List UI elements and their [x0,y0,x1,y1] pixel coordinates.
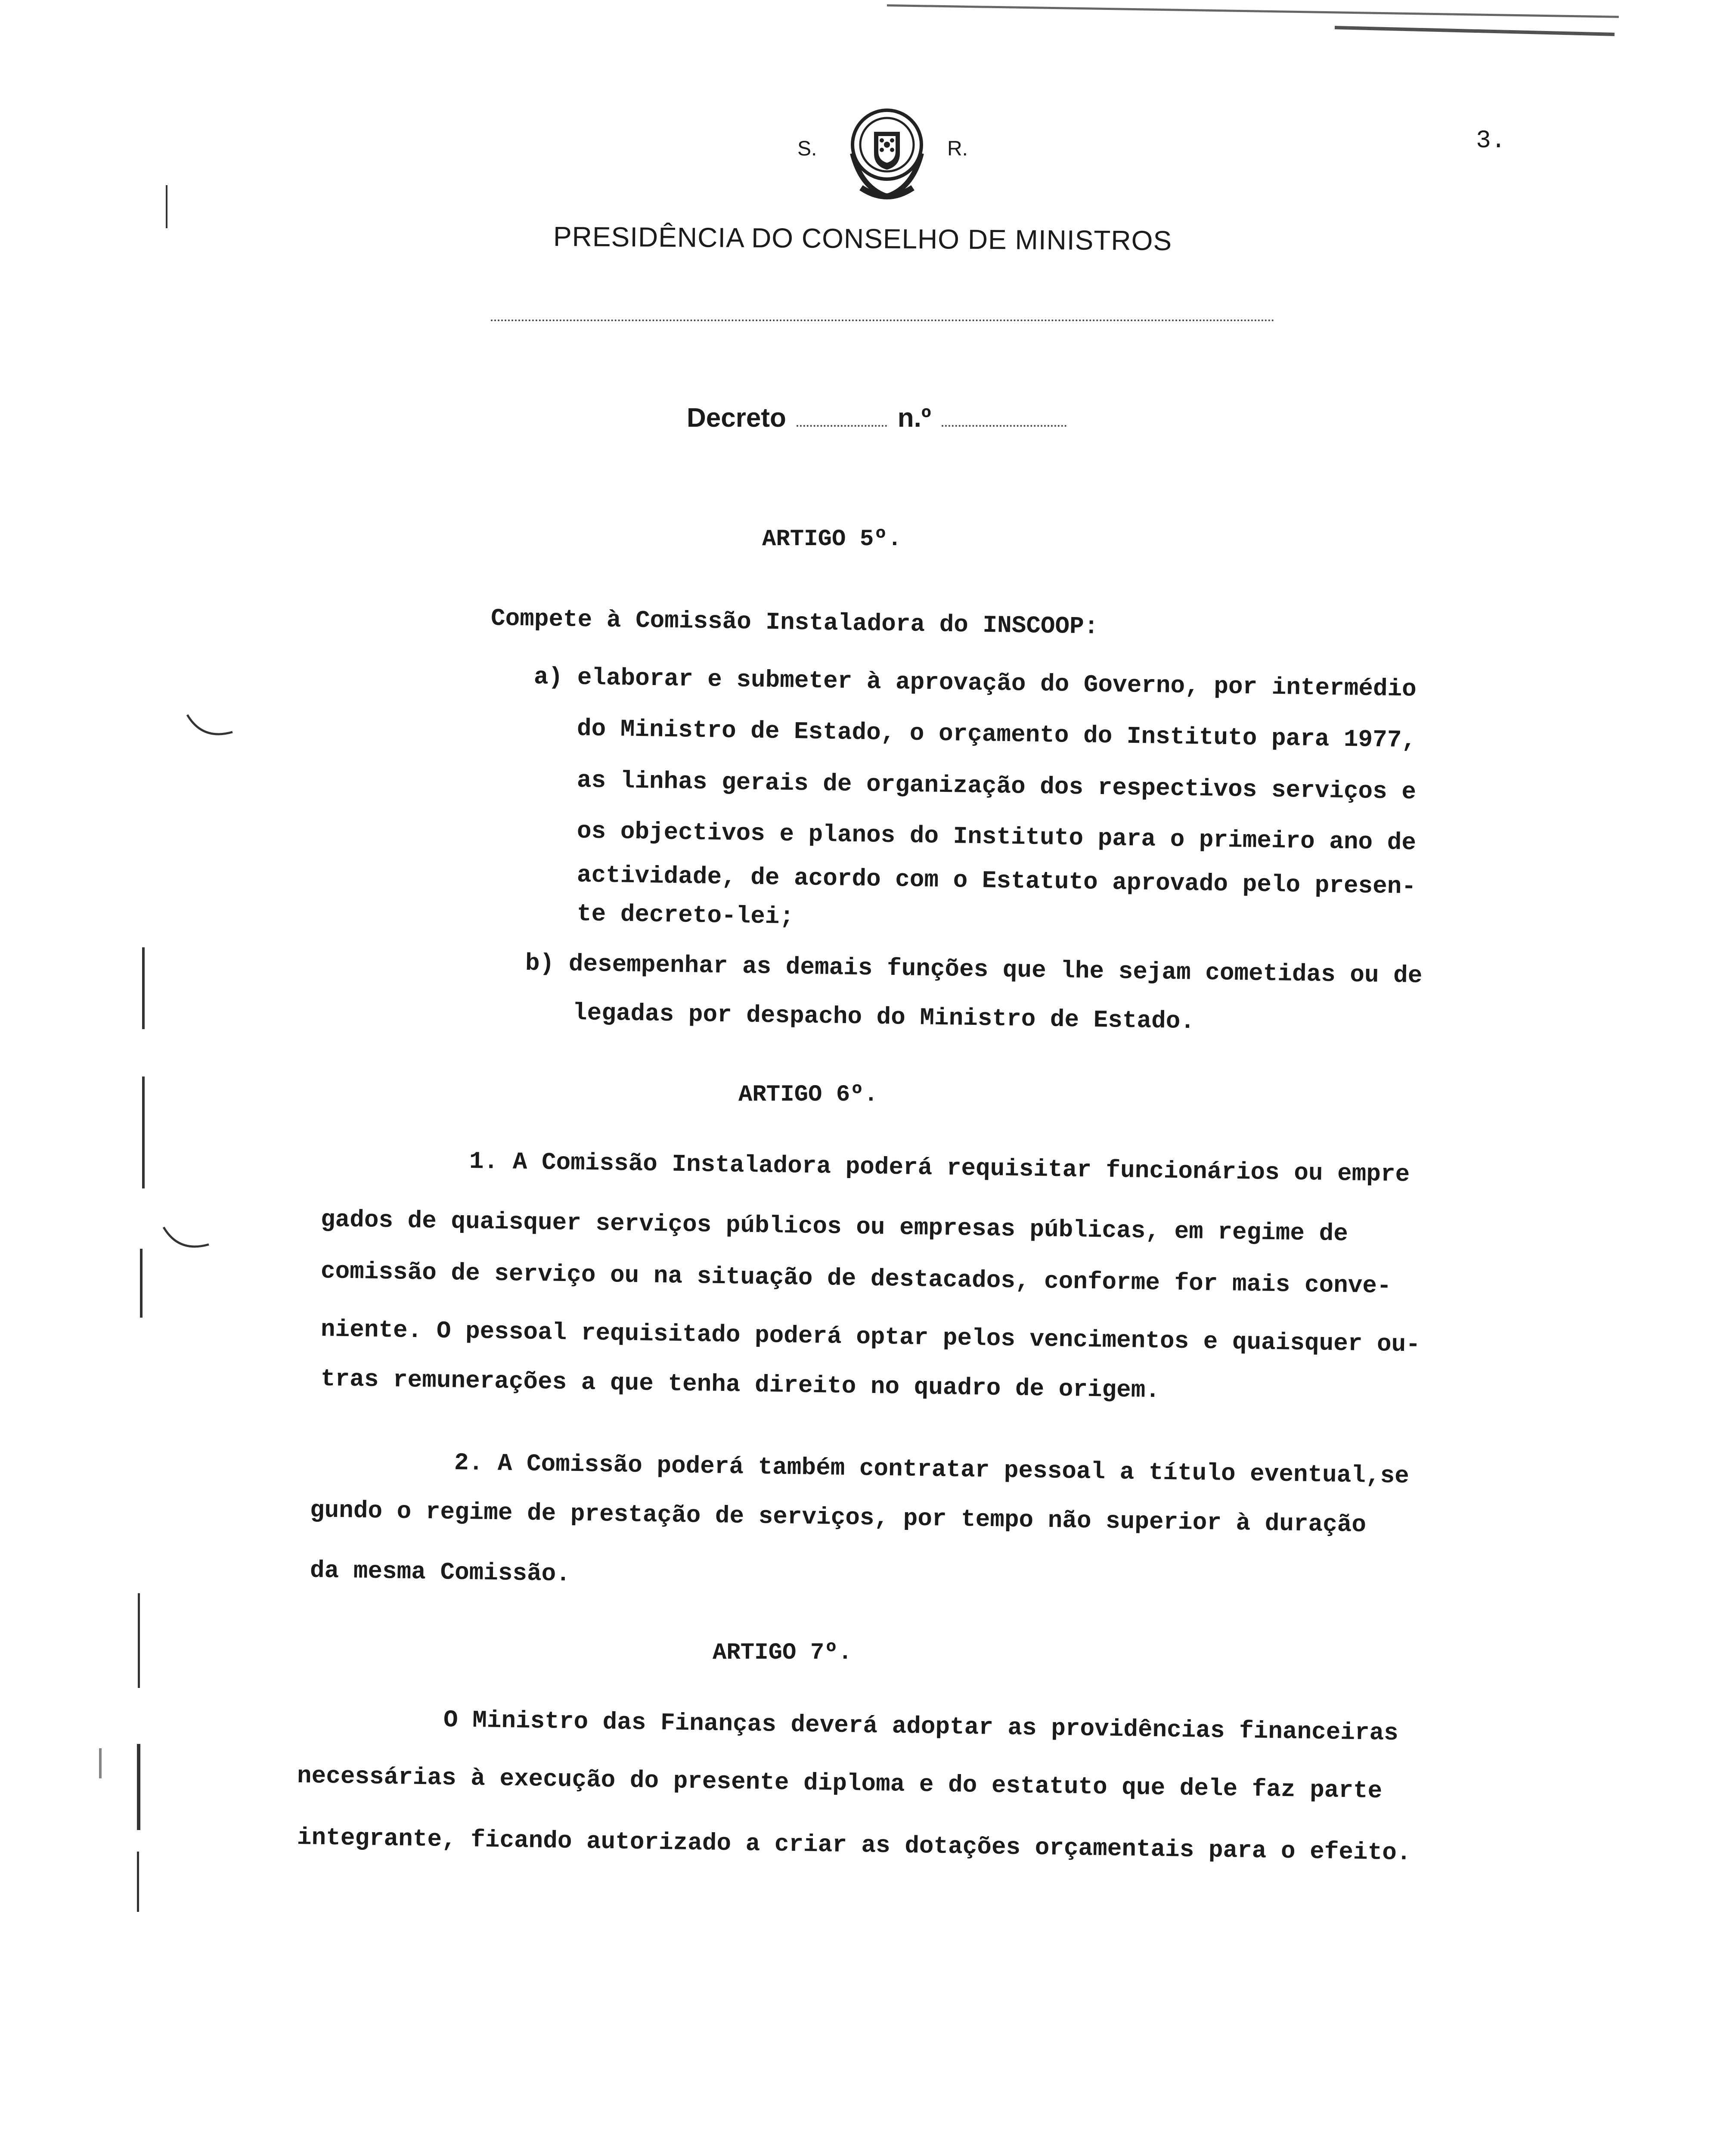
article-5-line: a) elaborar e submeter à aprovação do Governo, por intermédio [533,663,1417,703]
scan-edge-line [1335,26,1615,36]
article-7-line: O Ministro das Finanças deverá adoptar as providências financeiras [443,1706,1399,1747]
article-5-line: do Ministro de Estado, o orçamento do Instituto para 1977, [577,715,1417,754]
margin-mark [142,947,145,1029]
article-5-line: te decreto-lei; [577,900,794,931]
article-5-line: legadas por despacho do Ministro de Estado. [572,999,1195,1036]
header-right-letter: R. [947,137,968,160]
article-5-title: ARTIGO 5º. [762,526,902,552]
article-6-title: ARTIGO 6º. [738,1082,878,1108]
article-7-title: ARTIGO 7º. [713,1640,852,1666]
decreto-blank [797,425,887,427]
article-5-line: Compete à Comissão Instaladora do INSCOOP: [490,605,1099,641]
margin-mark [166,185,167,228]
page-number: 3. [1476,127,1506,155]
article-6-line: 1. A Comissão Instaladora poderá requisitar funcionários ou empre [469,1148,1410,1188]
numero-blank [942,425,1066,427]
decreto-line [687,403,1066,433]
margin-mark [137,1852,139,1912]
article-5-line: b) desempenhar as demais funções que lhe sejam cometidas ou de [525,949,1423,990]
office-title: PRESIDÊNCIA DO CONSELHO DE MINISTROS [553,221,1172,257]
article-6-line: niente. O pessoal requisitado poderá optar pelos vencimentos e quaisquer ou- [320,1315,1421,1359]
article-5-line: as linhas gerais de organização dos respectivos serviços e [577,766,1417,806]
margin-mark [138,1593,140,1688]
numero-label: n.º [897,403,931,433]
header-left-letter: S. [797,137,817,160]
separator-dotted-line [491,320,1274,321]
article-6-line: gados de quaisquer serviços públicos ou empresas públicas, em regime de [320,1206,1348,1248]
margin-mark [140,1249,143,1318]
article-7-line: necessárias à execução do presente diploma e do estatuto que dele faz parte [297,1762,1383,1805]
article-6-line: da mesma Comissão. [310,1557,571,1588]
article-7-line: integrante, ficando autorizado a criar as dotações orçamentais para o efeito. [297,1824,1411,1867]
article-6-line: tras remunerações a que tenha direito no quadro de origem. [320,1365,1160,1405]
margin-curve-mark [161,1219,213,1257]
article-5-line: os objectivos e planos do Instituto para o primeiro ano de [577,817,1417,857]
margin-curve-mark [185,706,237,745]
margin-mark [137,1744,140,1830]
article-6-line: gundo o regime de prestação de serviços, por tempo não superior à duração [310,1496,1367,1539]
scan-edge-line [887,4,1619,18]
article-6-line: 2. A Comissão poderá também contratar pessoal a título eventual,se [454,1449,1410,1490]
coat-of-arms-emblem [844,102,930,205]
margin-mark [142,1076,145,1188]
decreto-label: Decreto [687,403,786,433]
article-5-line: actividade, de acordo com o Estatuto aprovado pelo presen- [577,861,1417,901]
article-6-line: comissão de serviço ou na situação de destacados, conforme for mais conve- [320,1257,1392,1300]
margin-mark [99,1748,102,1778]
